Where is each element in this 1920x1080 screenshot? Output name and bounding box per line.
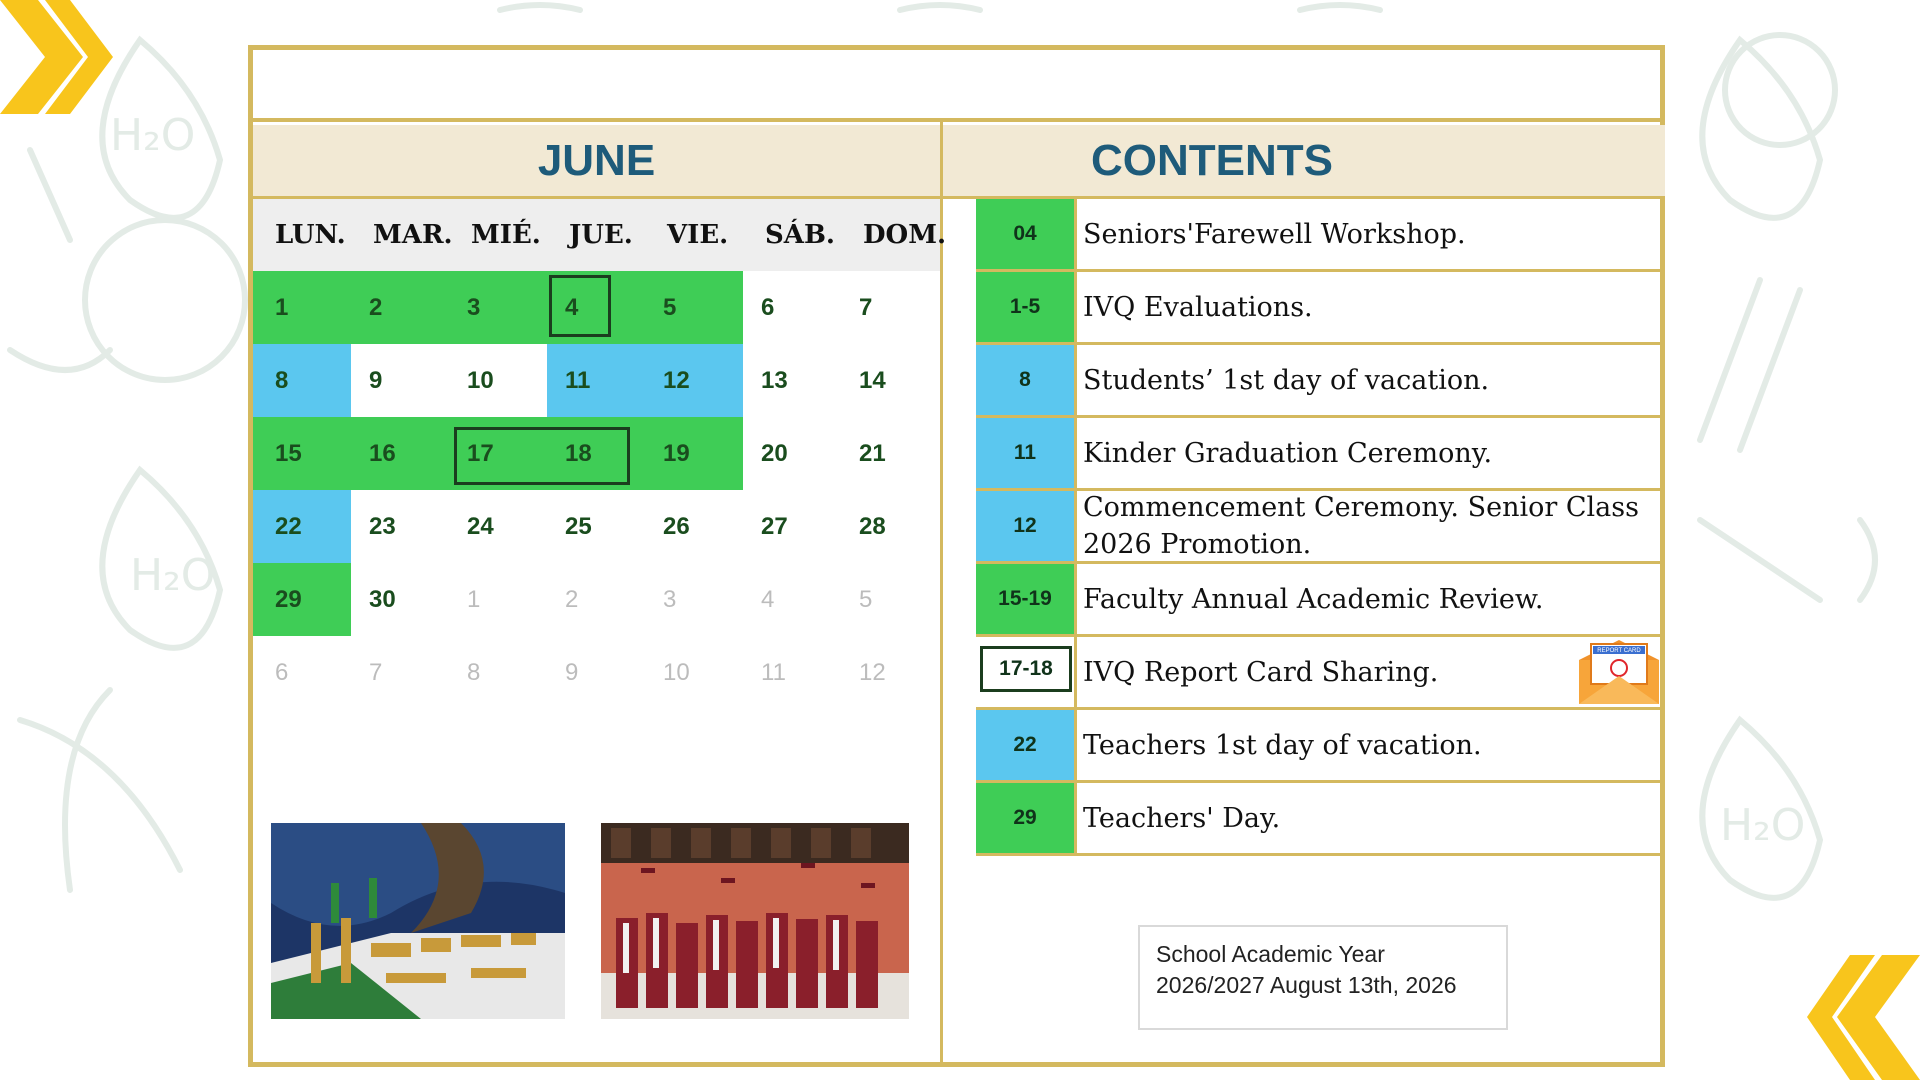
calendar-day-number: 9	[565, 659, 579, 686]
note-line-1: School Academic Year	[1156, 941, 1385, 967]
contents-description: Faculty Annual Academic Review.	[1083, 583, 1544, 615]
calendar-day-cell	[351, 417, 449, 490]
contents-date-badge: 1-5	[976, 272, 1074, 342]
contents-row	[976, 272, 1665, 345]
contents-date-badge: 11	[976, 418, 1074, 488]
contents-header: CONTENTS	[943, 125, 1665, 196]
calendar-day-cell	[645, 490, 743, 563]
calendar-day-cell	[547, 563, 645, 636]
svg-text:H₂O: H₂O	[130, 550, 216, 601]
calendar-day-cell	[253, 271, 351, 344]
calendar-day-number: 1	[467, 586, 481, 613]
contents-row	[976, 199, 1665, 272]
calendar-day-cell	[841, 490, 939, 563]
calendar-day-number: 29	[275, 586, 302, 613]
academic-year-note	[1138, 925, 1508, 1030]
calendar-day-cell	[743, 490, 841, 563]
svg-text:H₂O: H₂O	[110, 110, 196, 161]
calendar-day-number: 24	[467, 513, 494, 540]
calendar-day-number: 23	[369, 513, 396, 540]
calendar-day-number: 3	[467, 294, 481, 321]
report-card-envelope-icon	[1579, 640, 1659, 704]
note-line-2: 2026/2027 August 13th, 2026	[1156, 972, 1457, 998]
calendar-day-cell	[645, 563, 743, 636]
calendar-day-cell	[449, 490, 547, 563]
calendar-day-number: 17	[467, 440, 494, 467]
contents-date-badge: 29	[976, 783, 1074, 853]
contents-description: Seniors'Farewell Workshop.	[1083, 218, 1466, 250]
highlight-box-17-18	[454, 427, 630, 485]
contents-date-badge: 17-18	[980, 646, 1072, 692]
calendar-day-cell	[645, 271, 743, 344]
weekday-label: MIÉ.	[471, 220, 541, 250]
contents-separator	[1074, 783, 1077, 856]
calendar-day-cell	[743, 344, 841, 417]
calendar-day-number: 9	[369, 367, 383, 394]
contents-description: Teachers 1st day of vacation.	[1083, 729, 1482, 761]
calendar-day-number: 26	[663, 513, 690, 540]
weekday-label: SÁB.	[765, 220, 835, 250]
top-strip	[253, 50, 1660, 122]
calendar-day-cell	[547, 344, 645, 417]
calendar-day-cell	[547, 490, 645, 563]
contents-description: Kinder Graduation Ceremony.	[1083, 437, 1493, 469]
contents-date-badge: 8	[976, 345, 1074, 415]
calendar-day-number: 7	[369, 659, 383, 686]
calendar-day-number: 11	[761, 659, 786, 686]
calendar-day-number: 19	[663, 440, 690, 467]
contents-separator	[1074, 491, 1077, 564]
contents-row	[976, 783, 1665, 856]
calendar-day-cell	[645, 636, 743, 709]
calendar-day-cell	[253, 344, 351, 417]
graduates-image	[601, 823, 909, 1019]
calendar-day-number: 13	[761, 367, 788, 394]
calendar-day-cell	[743, 417, 841, 490]
weekday-label: LUN.	[275, 220, 346, 250]
calendar-day-cell	[841, 636, 939, 709]
calendar-day-number: 8	[275, 367, 289, 394]
calendar-day-cell	[547, 636, 645, 709]
report-card-icon-label: REPORT CARD	[1597, 648, 1641, 654]
contents-row	[976, 564, 1665, 637]
calendar-day-cell	[743, 271, 841, 344]
calendar-day-cell	[449, 344, 547, 417]
contents-description: IVQ Evaluations.	[1083, 291, 1313, 323]
calendar-day-cell	[449, 563, 547, 636]
contents-date-badge: 04	[976, 199, 1074, 269]
contents-row	[976, 710, 1665, 783]
calendar-day-number: 22	[275, 513, 302, 540]
contents-description: Commencement Ceremony. Senior Class 2026 Promotion.	[1083, 492, 1639, 560]
calendar-day-number: 11	[565, 367, 591, 394]
trophies-image	[271, 823, 565, 1019]
contents-separator	[1074, 564, 1077, 637]
calendar-day-number: 5	[859, 586, 873, 613]
chevron-right-icon	[0, 0, 115, 115]
calendar-day-number: 1	[275, 294, 289, 321]
contents-date-badge: 22	[976, 710, 1074, 780]
weekday-label: VIE.	[667, 220, 729, 250]
calendar-day-number: 30	[369, 586, 396, 613]
calendar-day-cell	[253, 563, 351, 636]
calendar-day-number: 12	[859, 659, 886, 686]
calendar-day-number: 14	[859, 367, 886, 394]
calendar-day-number: 4	[565, 294, 579, 321]
calendar-frame	[248, 45, 1665, 1067]
contents-separator	[1074, 199, 1077, 272]
chevron-left-icon	[1805, 955, 1920, 1080]
calendar-day-number: 4	[761, 586, 775, 613]
calendar-day-cell	[743, 636, 841, 709]
graduation-photo	[601, 823, 909, 1019]
trophy-display-photo	[271, 823, 565, 1019]
calendar-day-number: 25	[565, 513, 592, 540]
calendar-day-number: 10	[663, 659, 690, 686]
contents-date-badge: 12	[976, 491, 1074, 561]
calendar-day-cell	[841, 563, 939, 636]
calendar-day-cell	[351, 563, 449, 636]
calendar-day-number: 6	[761, 294, 775, 321]
contents-separator	[1074, 272, 1077, 345]
calendar-day-number: 3	[663, 586, 677, 613]
calendar-day-number: 18	[565, 440, 592, 467]
contents-separator	[1074, 710, 1077, 783]
weekday-label: DOM.	[863, 220, 947, 250]
contents-description: Teachers' Day.	[1083, 802, 1281, 834]
calendar-day-cell	[351, 344, 449, 417]
calendar-day-number: 20	[761, 440, 788, 467]
calendar-day-number: 15	[275, 440, 302, 467]
contents-separator	[1074, 345, 1077, 418]
contents-row	[976, 345, 1665, 418]
svg-text:H₂O: H₂O	[1720, 800, 1806, 851]
calendar-day-number: 10	[467, 367, 494, 394]
calendar-day-number: 28	[859, 513, 886, 540]
calendar-day-cell	[253, 417, 351, 490]
contents-separator	[1074, 637, 1077, 710]
calendar-day-cell	[841, 417, 939, 490]
calendar-day-cell	[351, 636, 449, 709]
calendar-day-cell	[841, 271, 939, 344]
calendar-day-cell	[253, 490, 351, 563]
calendar-day-cell	[841, 344, 939, 417]
calendar-day-cell	[351, 271, 449, 344]
calendar-day-number: 7	[859, 294, 873, 321]
month-header: JUNE	[253, 125, 940, 196]
calendar-day-cell	[351, 490, 449, 563]
calendar-day-cell	[743, 563, 841, 636]
contents-date-badge: 15-19	[976, 564, 1074, 634]
calendar-day-number: 21	[859, 440, 886, 467]
highlight-box-4	[549, 275, 611, 337]
calendar-day-number: 5	[663, 294, 677, 321]
contents-row	[976, 491, 1665, 564]
contents-row	[976, 418, 1665, 491]
calendar-day-cell	[645, 344, 743, 417]
calendar-day-cell	[253, 636, 351, 709]
calendar-day-cell	[449, 636, 547, 709]
contents-description: IVQ Report Card Sharing.	[1083, 656, 1439, 688]
weekday-row	[253, 199, 947, 271]
contents-description: Students’ 1st day of vacation.	[1083, 364, 1490, 396]
calendar-day-number: 2	[565, 586, 579, 613]
calendar-day-number: 16	[369, 440, 396, 467]
calendar-day-number: 8	[467, 659, 481, 686]
calendar-day-number: 27	[761, 513, 788, 540]
calendar-day-number: 2	[369, 294, 383, 321]
calendar-day-cell	[449, 271, 547, 344]
weekday-label: MAR.	[373, 220, 453, 250]
weekday-label: JUE.	[569, 220, 633, 250]
calendar-day-number: 12	[663, 367, 690, 394]
calendar-day-cell	[645, 417, 743, 490]
contents-separator	[1074, 418, 1077, 491]
contents-row	[976, 637, 1665, 710]
calendar-day-number: 6	[275, 659, 289, 686]
